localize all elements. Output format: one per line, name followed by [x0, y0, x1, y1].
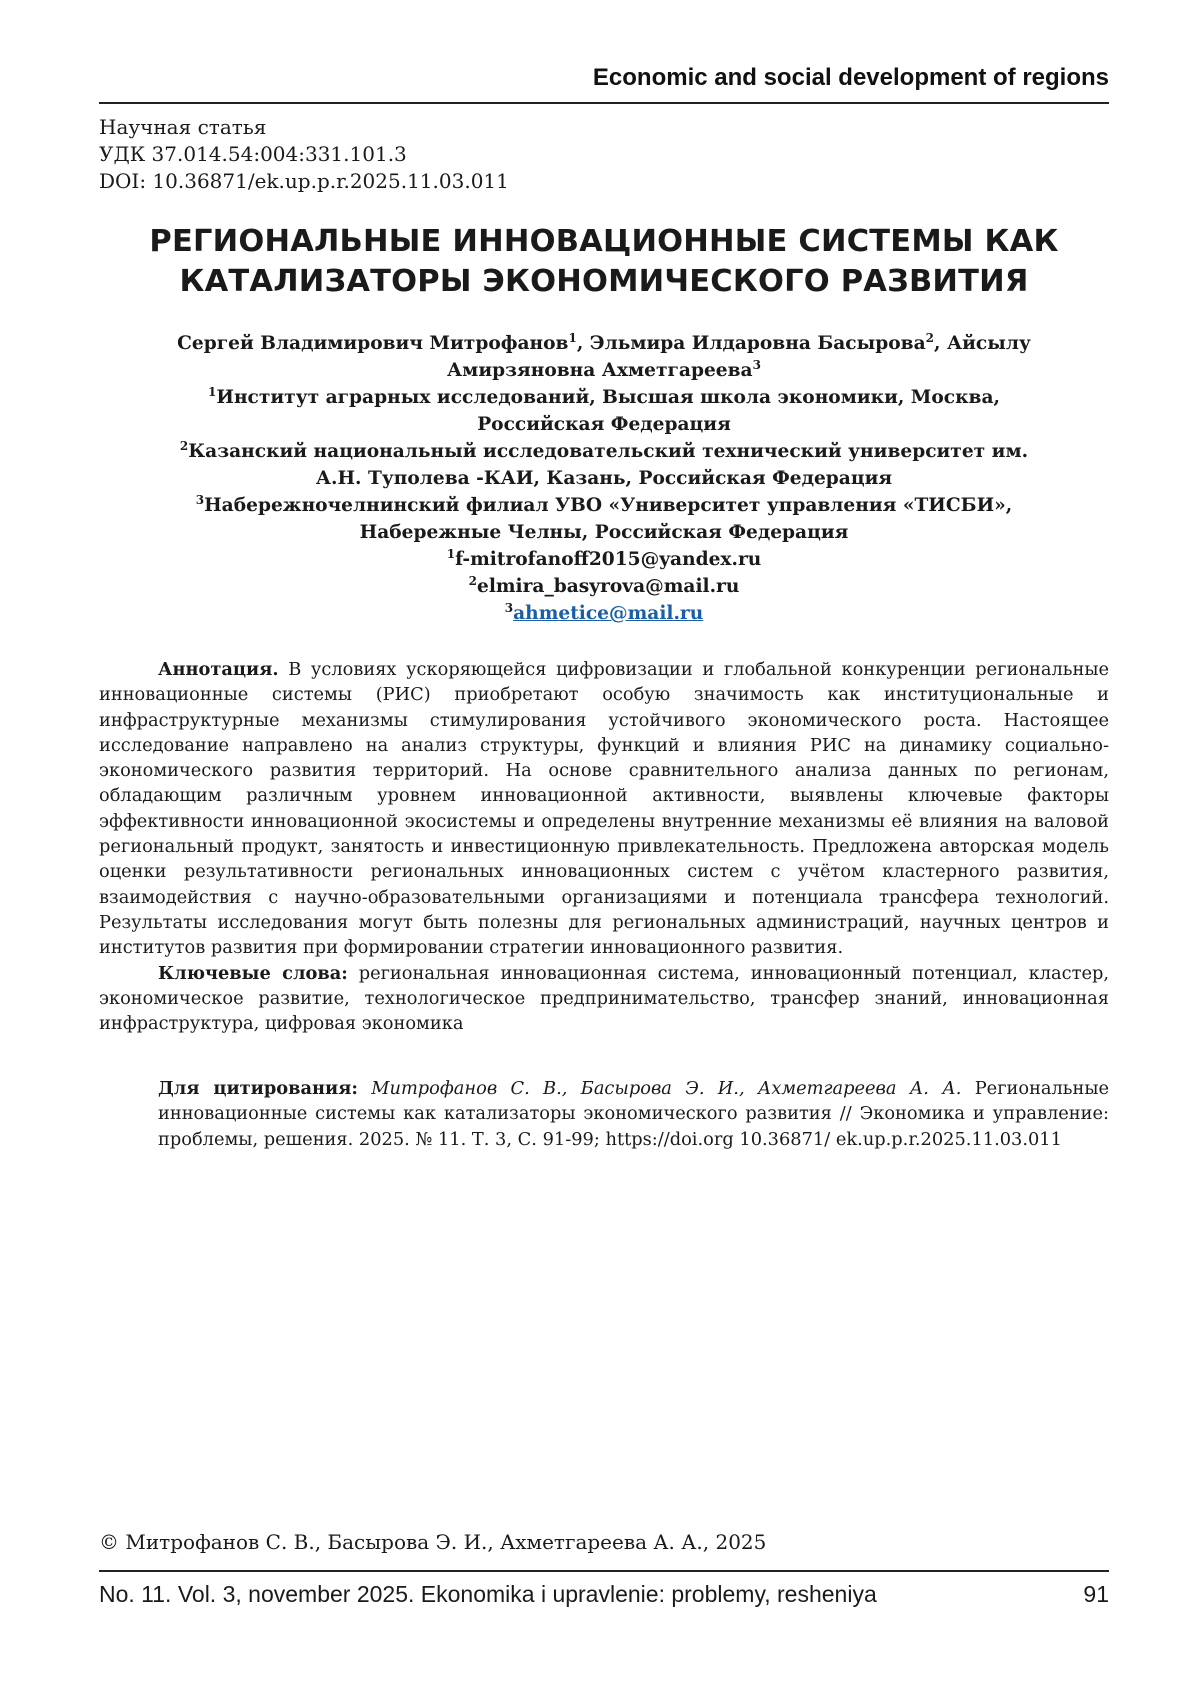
title-line-2: КАТАЛИЗАТОРЫ ЭКОНОМИЧЕСКОГО РАЗВИТИЯ [179, 264, 1029, 299]
affiliation-2: $^2$Казанский национальный исследовательский технический университет им. [179, 438, 1029, 462]
footer-journal: No. 11. Vol. 3, november 2025. Ekonomika i upravlenie: problemy, resheniya [99, 1581, 877, 1607]
citation-label: Для цитирования: [158, 1078, 358, 1099]
udc-code: УДК 37.014.54:004:331.101.3 [99, 142, 407, 166]
article-title [99, 222, 1109, 302]
author-2: Эльмира Илдаровна Басырова [589, 333, 926, 354]
email-3: $^3$ahmetice@mail.ru [504, 600, 704, 624]
article-meta [99, 114, 509, 195]
abstract-section [99, 657, 1109, 1036]
citation-text: Региональные инновационные системы как катализаторы экономического развития // Экономика и управление: проблемы, решения. 2025. № 11. Т. 3, С. 91-99; https://doi.org 10.36871/ ek.up.p.r.2025.11.03.011 [158, 1078, 1110, 1150]
citation-block [158, 1076, 1109, 1152]
affiliation-1: $^1$Институт аграрных исследований, Высшая школа экономики, Москва, [208, 384, 1000, 408]
authors-line-2 [99, 357, 1109, 384]
authors-block: Сергей Владимирович Митрофанов$^1$, Эльмира Илдаровна Басырова$^2$, Айсылу Амирзяновна Ахметгареева$^3$ $^1$Институт аграрных исследований, Высшая школа экономики, Москва, Российская Федерация $^2$Казанский национальный исследовательский технический университет им. А.Н. Туполева -КАИ, Казань, Российская Федерация $^3$Набережночелнинский филиал УВО «Университет управления «ТИСБИ», Набережные Челны, Российская Федерация $^1$f-mitrofanoff2015@yandex.ru $^2$elmira_basyrova@mail.ru $^3$ahmetice@mail.ru [99, 330, 1109, 627]
author-1: Сергей Владимирович Митрофанов [177, 333, 569, 354]
page-number: 91 [1083, 1581, 1109, 1607]
page-footer [99, 1581, 1109, 1608]
keywords-label: Ключевые слова: [158, 962, 348, 984]
doi: DOI: 10.36871/ek.up.p.r.2025.11.03.011 [99, 169, 509, 193]
header-rule [99, 102, 1109, 104]
abstract-paragraph [99, 657, 1109, 961]
author-3-sup: 3 [752, 357, 761, 372]
email-1: $^1$f-mitrofanoff2015@yandex.ru [446, 546, 762, 570]
running-header: Economic and social development of regions [592, 64, 1109, 91]
keywords-paragraph [99, 961, 1109, 1037]
author-2-sup: 2 [925, 330, 934, 345]
footer-rule [99, 1570, 1109, 1572]
abstract-label: Аннотация. [158, 659, 279, 680]
email-2: $^2$elmira_basyrova@mail.ru [468, 573, 740, 597]
title-line-1: РЕГИОНАЛЬНЫЕ ИННОВАЦИОННЫЕ СИСТЕМЫ КАК [149, 224, 1059, 259]
author-1-sup: 1 [568, 330, 577, 345]
author-3-rest: Амирзяновна Ахметгареева [447, 360, 753, 381]
abstract-text: В условиях ускоряющейся цифровизации и глобальной конкуренции региональные инновационные системы (РИС) приобретают особую значимость как институциональные и инфраструктурные механизмы стимулирования устойчивого экономического роста. Настоящее исследование направлено на анализ структуры, функций и влияния РИС на динамику социально-экономического развития территорий. На основе сравнительного анализа данных по регионам, обладающим различным уровнем инновационной активности, выявлены ключевые факторы эффективности инновационной экосистемы и определены внутренние механизмы её влияния на валовой региональный продукт, занятость и инвестиционную привлекательность. Предложена авторская модель оценки результативности региональных инновационных систем с учётом кластерного развития, взаимодействия с научно-образовательными организациями и потенциала трансфера технологий. Результаты исследования могут быть полезны для региональных администраций, научных центров и институтов развития при формировании стратегии инновационного развития. [99, 659, 1109, 959]
article-type: Научная статья [99, 115, 267, 139]
affiliation-3: $^3$Набережночелнинский филиал УВО «Университет управления «ТИСБИ», [195, 492, 1013, 516]
citation-authors: Митрофанов С. В., Басырова Э. И., Ахметгареева А. А. [371, 1078, 962, 1099]
authors-line-1: Сергей Владимирович Митрофанов$^1$, Эльмира Илдаровна Басырова$^2$, Айсылу [177, 330, 1031, 354]
email-3-link[interactable]: ahmetice@mail.ru [513, 603, 704, 624]
copyright-notice: © Митрофанов С. В., Басырова Э. И., Ахметгареева А. А., 2025 [99, 1530, 767, 1554]
author-3-first: Айсылу [946, 333, 1031, 354]
keywords-text: региональная инновационная система, инновационный потенциал, кластер, экономическое развитие, технологическое предпринимательство, трансфер знаний, инновационная инфраструктура, цифровая экономика [99, 962, 1110, 1035]
